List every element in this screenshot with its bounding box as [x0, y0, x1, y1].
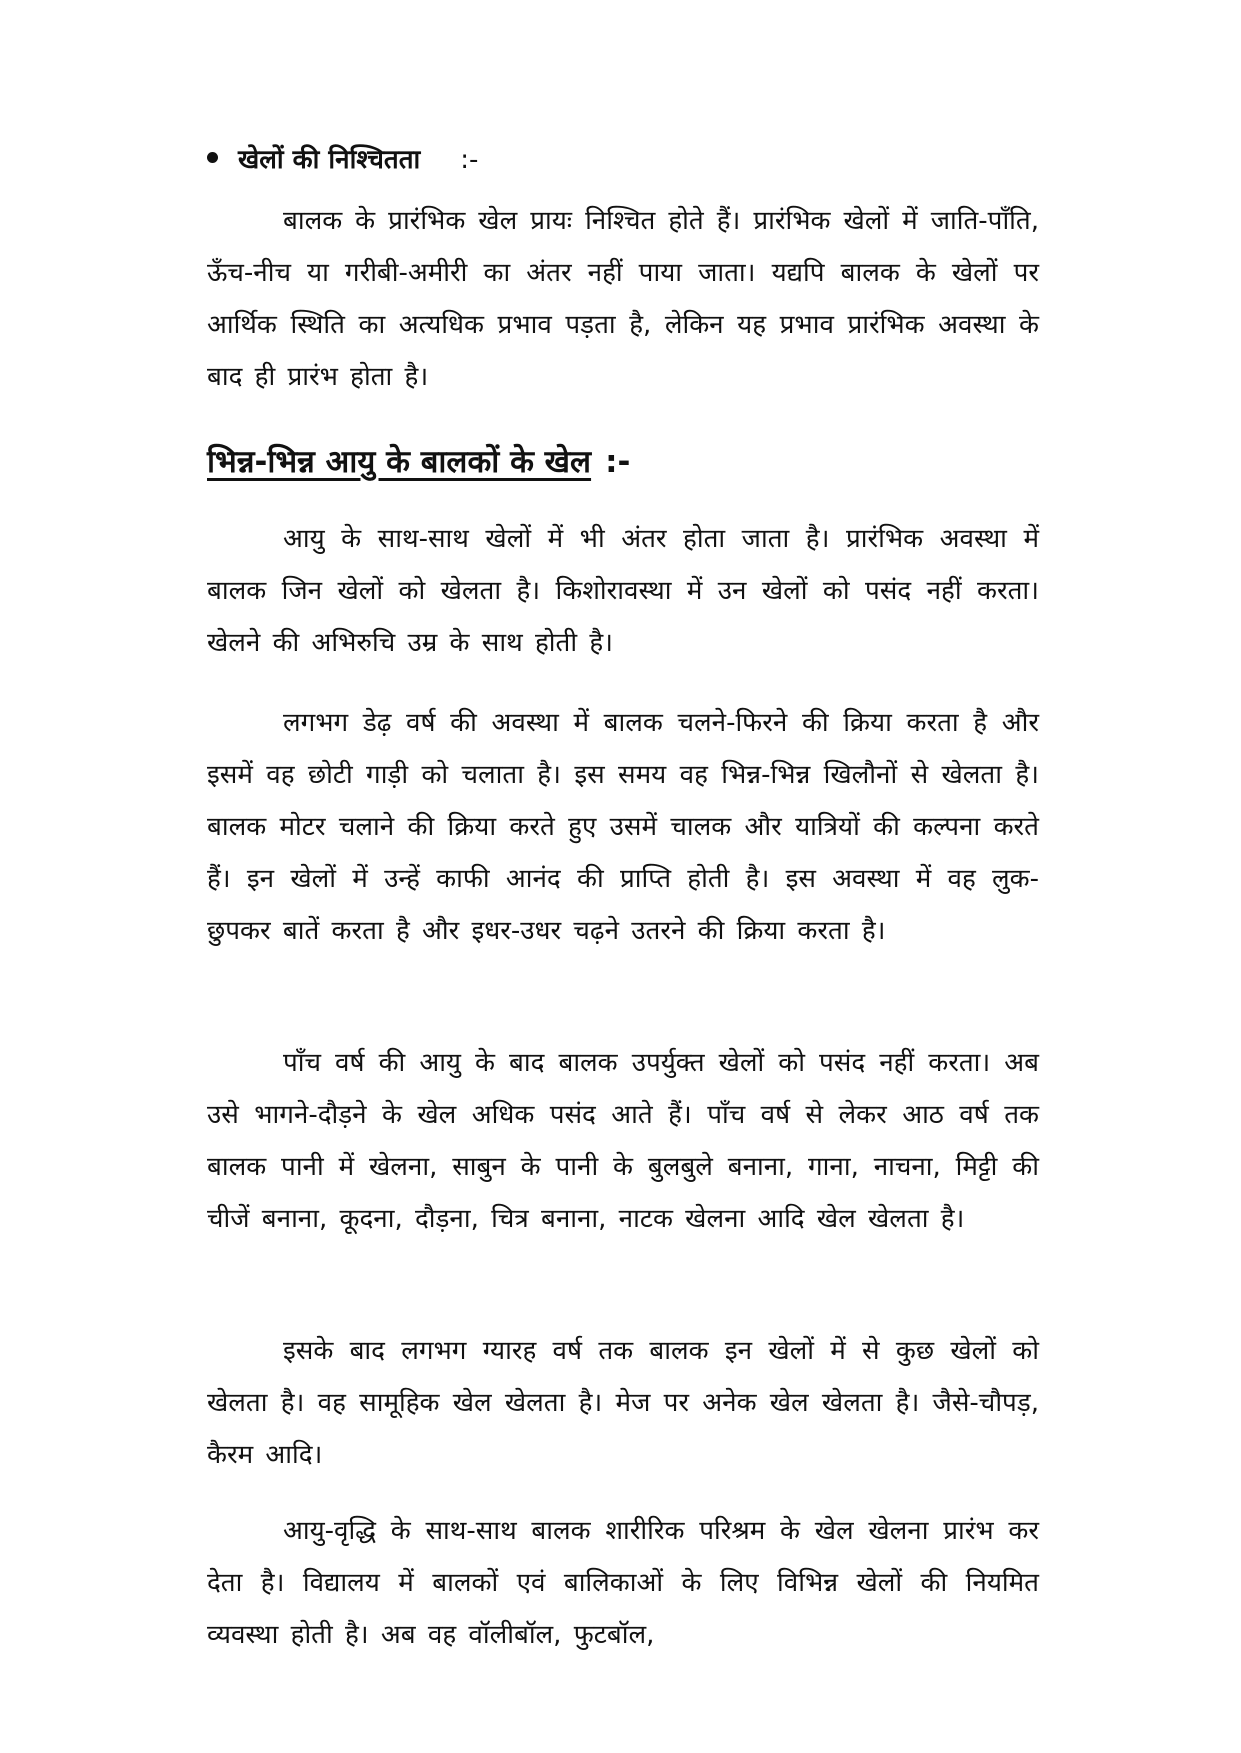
paragraph-6: आयु-वृद्धि के साथ-साथ बालक शारीरिक परिश्रम के खेल खेलना प्रारंभ कर देता है। विद्यालय में बालकों एवं बालिकाओं के लिए विभिन्न खेलों की नियमित व्यवस्था होती है। अब वह वॉलीबॉल, फुटबॉल, [207, 1516, 1039, 1650]
paragraph-1: बालक के प्रारंभिक खेल प्रायः निश्चित होते हैं। प्रारंभिक खेलों में जाति-पाँति, ऊँच-नीच या गरीबी-अमीरी का अंतर नहीं पाया जाता। यद्यपि बालक के खेलों पर आर्थिक स्थिति का अत्यधिक प्रभाव पड़ता है, लेकिन यह प्रभाव प्रारंभिक अवस्था के बाद ही प्रारंभ होता है। [207, 206, 1039, 392]
paragraph-5: इसके बाद लगभग ग्यारह वर्ष तक बालक इन खेलों में से कुछ खेलों को खेलता है। वह सामूहिक खेल खेलता है। मेज पर अनेक खेल खेलता है। जैसे-चौपड़, कैरम आदि। [207, 1336, 1039, 1470]
paragraph-4: पाँच वर्ष की आयु के बाद बालक उपर्युक्त खेलों को पसंद नहीं करता। अब उसे भागने-दौड़ने के खेल अधिक पसंद आते हैं। पाँच वर्ष से लेकर आठ वर्ष तक बालक पानी में खेलना, साबुन के पानी के बुलबुले बनाना, गाना, नाचना, मिट्टी की चीजें बनाना, कूदना, दौड़ना, चित्र बनाना, नाटक खेलना आदि खेल खेलता है। [207, 1048, 1039, 1234]
section-heading-title: भिन्न-भिन्न आयु के बालकों के खेल [207, 444, 592, 480]
bullet-icon [207, 152, 218, 163]
section-heading [207, 440, 630, 482]
section-heading-suffix: :- [605, 444, 631, 480]
paragraph-3: लगभग डेढ़ वर्ष की अवस्था में बालक चलने-फिरने की क्रिया करता है और इसमें वह छोटी गाड़ी को चलाता है। इस समय वह भिन्न-भिन्न खिलौनों से खेलता है। बालक मोटर चलाने की क्रिया करते हुए उसमें चालक और यात्रियों की कल्पना करते हैं। इन खेलों में उन्हें काफी आनंद की प्राप्ति होती है। इस अवस्था में वह लुक-छुपकर बातें करता है और इधर-उधर चढ़ने उतरने की क्रिया करता है। [207, 708, 1039, 946]
bullet-heading [207, 140, 478, 176]
paragraph-2: आयु के साथ-साथ खेलों में भी अंतर होता जाता है। प्रारंभिक अवस्था में बालक जिन खेलों को खेलता है। किशोरावस्था में उन खेलों को पसंद नहीं करता। खेलने की अभिरुचि उम्र के साथ होती है। [207, 524, 1039, 658]
bullet-heading-suffix: :- [460, 145, 479, 175]
bullet-heading-title: खेलों की निश्चितता [238, 145, 421, 175]
